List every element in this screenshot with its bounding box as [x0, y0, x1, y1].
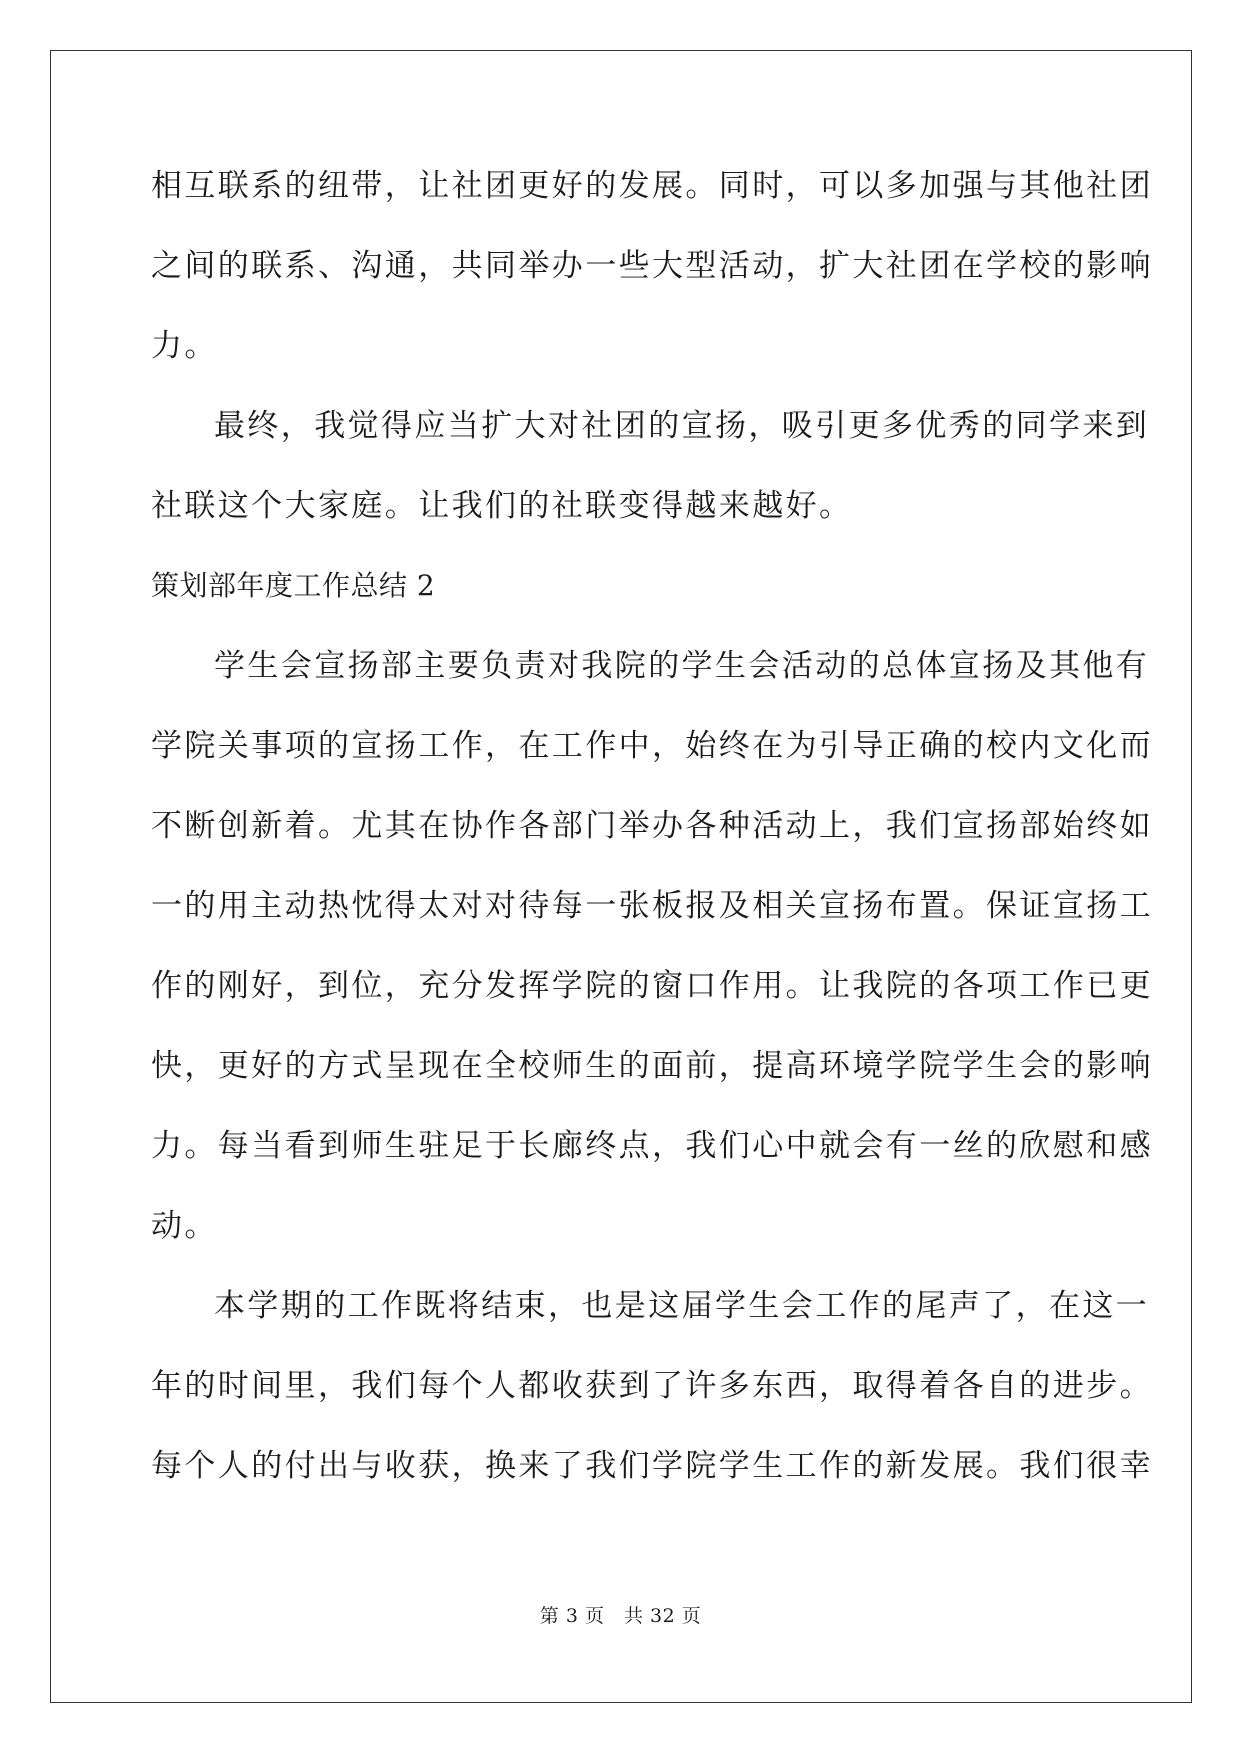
page-number-footer: 第 3 页 共 32 页: [539, 1605, 702, 1627]
text-line: 不断创新着。尤其在协作各部门举办各种活动上，我们宣扬部始终如: [151, 808, 1153, 844]
text-line: 动。: [151, 1208, 218, 1244]
paragraph-first-line: 最终，我觉得应当扩大对社团的宣扬，吸引更多优秀的同学来到: [214, 408, 1150, 444]
text-line: 力。: [151, 328, 218, 364]
text-line: 年的时间里，我们每个人都收获到了许多东西，取得着各自的进步。: [151, 1368, 1153, 1404]
section-heading: 策划部年度工作总结 2: [151, 569, 436, 602]
document-body: [151, 166, 1153, 1486]
paragraph-first-line: 学生会宣扬部主要负责对我院的学生会活动的总体宣扬及其他有: [214, 648, 1150, 684]
paragraph-first-line: 本学期的工作既将结束，也是这届学生会工作的尾声了，在这一: [214, 1288, 1150, 1324]
text-line: 社联这个大家庭。让我们的社联变得越来越好。: [151, 488, 853, 524]
text-line: 一的用主动热忱得太对对待每一张板报及相关宣扬布置。保证宣扬工: [151, 888, 1153, 924]
text-line: 学院关事项的宣扬工作，在工作中，始终在为引导正确的校内文化而: [151, 728, 1153, 764]
text-line: 每个人的付出与收获，换来了我们学院学生工作的新发展。我们很幸: [151, 1448, 1153, 1484]
text-line: 相互联系的纽带，让社团更好的发展。同时，可以多加强与其他社团: [151, 168, 1153, 204]
text-line: 作的刚好，到位，充分发挥学院的窗口作用。让我院的各项工作已更: [151, 968, 1153, 1004]
text-line: 快，更好的方式呈现在全校师生的面前，提高环境学院学生会的影响: [151, 1048, 1153, 1084]
text-line: 之间的联系、沟通，共同举办一些大型活动，扩大社团在学校的影响: [151, 248, 1153, 284]
text-line: 力。每当看到师生驻足于长廊终点，我们心中就会有一丝的欣慰和感: [151, 1128, 1153, 1164]
